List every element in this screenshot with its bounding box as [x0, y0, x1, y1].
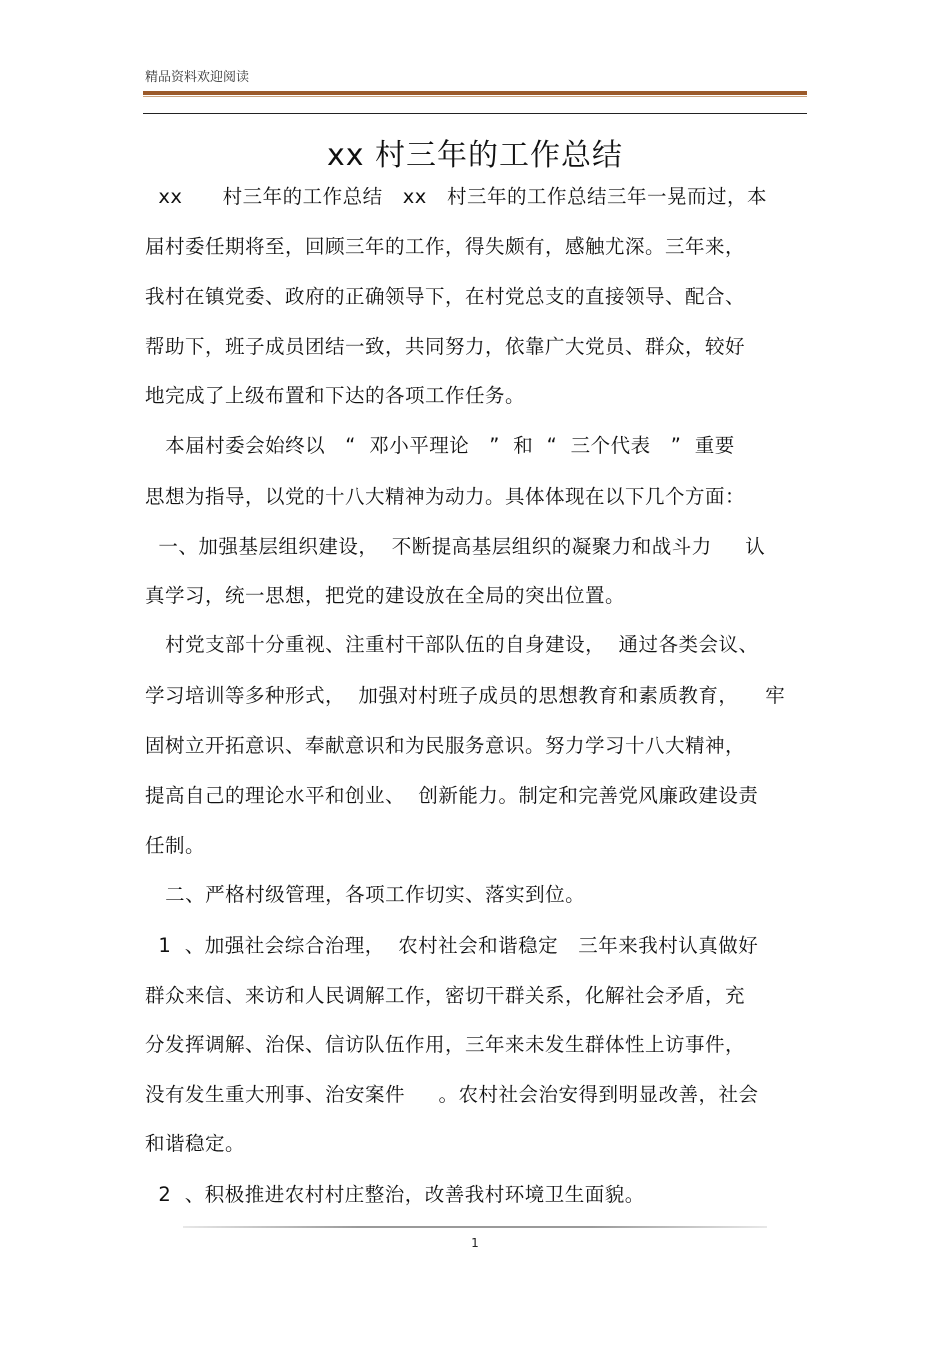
body-line: 思想为指导，以党的十八大精神为动力。具体体现在以下几个方面：	[145, 485, 746, 508]
body-line: 提高自己的理论水平和创业、 创新能力。制定和完善党风廉政建设责	[145, 784, 759, 807]
body-line: 学习培训等多种形式， 加强对村班子成员的思想教育和素质教育， 牢	[145, 684, 786, 707]
header-rule-black	[143, 113, 807, 114]
body-line: 本届村委会始终以 “ 邓小平理论 ” 和 “ 三个代表 ” 重要	[145, 434, 735, 457]
body-line: xx 村三年的工作总结 xx 村三年的工作总结三年一晃而过，本	[145, 185, 767, 208]
body-line: 一、加强基层组织建设， 不断提高基层组织的凝聚力和战斗力 认	[145, 535, 766, 558]
header-rule-thin	[143, 96, 807, 97]
body-line: 帮助下，班子成员团结一致，共同努力，依靠广大党员、群众，较好	[145, 335, 746, 358]
body-line: 届村委任期将至，回顾三年的工作，得失颇有，感触尤深。三年来，	[145, 235, 746, 258]
body-line: 村党支部十分重视、注重村干部队伍的自身建设， 通过各类会议、	[145, 633, 759, 656]
body-line: 没有发生重大刑事、治安案件 。农村社会治安得到明显改善，社会	[145, 1083, 759, 1106]
body-line: 我村在镇党委、政府的正确领导下，在村党总支的直接领导、配合、	[145, 285, 746, 308]
body-line: 真学习，统一思想，把党的建设放在全局的突出位置。	[145, 584, 626, 607]
body-line: 任制。	[145, 834, 206, 857]
body-line: 2 、积极推进农村村庄整治，改善我村环境卫生面貌。	[145, 1183, 645, 1206]
header-rule-thick	[143, 91, 807, 95]
page-header: 精品资料欢迎阅读	[145, 70, 250, 85]
page-number: 1	[471, 1236, 479, 1250]
body-line: 固树立开拓意识、奉献意识和为民服务意识。努力学习十八大精神，	[145, 734, 746, 757]
body-line: 群众来信、来访和人民调解工作，密切干群关系，化解社会矛盾，充	[145, 984, 746, 1007]
body-line: 地完成了上级布置和下达的各项工作任务。	[145, 384, 526, 407]
body-line: 二、严格村级管理，各项工作切实、落实到位。	[145, 883, 586, 906]
document-title: xx 村三年的工作总结	[326, 138, 624, 173]
body-line: 和谐稳定。	[145, 1132, 246, 1155]
footer-rule	[183, 1226, 767, 1228]
body-line: 分发挥调解、治保、信访队伍作用，三年来未发生群体性上访事件，	[145, 1033, 746, 1056]
body-line: 1 、加强社会综合治理， 农村社会和谐稳定 三年来我村认真做好	[145, 934, 759, 957]
